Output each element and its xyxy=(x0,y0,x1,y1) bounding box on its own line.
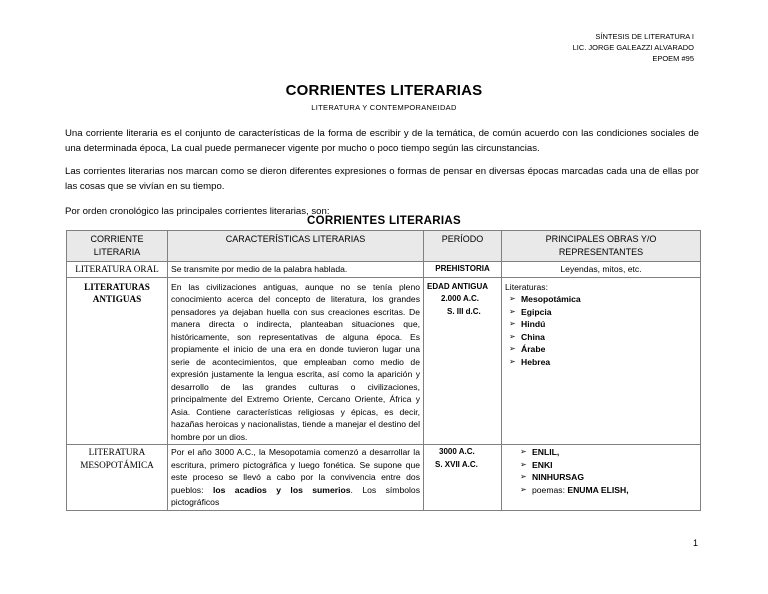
arrow-bullet-icon: ➢ xyxy=(509,344,516,353)
arrow-bullet-icon: ➢ xyxy=(509,294,516,303)
header-course: SÍNTESIS DE LITERATURA I xyxy=(595,32,694,41)
header-periodo: PERÍODO xyxy=(424,231,502,262)
list-item: ➢ China xyxy=(509,331,545,342)
header-teacher: LIC. JORGE GALEAZZI ALVARADO xyxy=(572,43,694,52)
periodo-line: 2.000 A.C. xyxy=(441,294,479,303)
table-row xyxy=(67,277,701,445)
intro-paragraph-1: Una corriente literaria es el conjunto de características de la forma de escribir y de la temática, de común acuerdo con las condiciones sociales de una determinada época, La cual puede permanecer vigente por mucho o poco tiempo según las circunstancias. xyxy=(65,128,699,154)
list-item: ➢ poemas: ENUMA ELISH, xyxy=(520,484,629,495)
header-caracteristicas: CARACTERÍSTICAS LITERARIAS xyxy=(168,231,424,262)
arrow-bullet-icon: ➢ xyxy=(520,447,527,456)
list-item: ➢ Hindú xyxy=(509,319,546,329)
row-antiguas-obras xyxy=(502,277,701,445)
arrow-bullet-icon: ➢ xyxy=(509,356,516,366)
row-oral-periodo: PREHISTORIA xyxy=(424,262,502,278)
table-header-row xyxy=(67,231,701,262)
table-row xyxy=(67,262,701,278)
list-item: ➢ Hebrea xyxy=(509,356,551,367)
intro-paragraph-3: Por orden cronológico las principales corrientes literarias, son: xyxy=(65,206,330,217)
row-antiguas-caracteristicas: En las civilizaciones antiguas, aunque no se tenía pleno conocimiento acerca del concepto de literatura, los grandes pensadores ya dejaban huella con sus creaciones escritas. De manera directa o indirecta, planteaban situaciones que, históricamente, son representativas de alguna época. Es propiamente el inicio de una era en donde tuvieron lugar una serie de acontecimientos, que empleaban como medio de expresión justamente la lengua escrita, así como la aparición y desarrollo de las grandes culturas o civilizaciones, principalmente del Extremo Oriente, Cercano Oriente, África y Asia. Contiene características religiosas y épicas, es decir, hazañas heroicas y nacionalistas, tiende a manejar el destino del hombre por un dios. xyxy=(168,277,424,445)
document-header xyxy=(573,31,694,64)
row-mesopotamica-corriente: LITERATURA MESOPOTÁMICA xyxy=(67,445,168,511)
obras-label: Literaturas: xyxy=(505,281,548,292)
row-mesopotamica-obras xyxy=(502,445,701,511)
table-row xyxy=(67,445,701,511)
obras-list xyxy=(516,446,697,496)
table-title: CORRIENTES LITERARIAS xyxy=(307,215,461,227)
list-item: ➢ Árabe xyxy=(509,344,546,354)
arrow-bullet-icon: ➢ xyxy=(520,484,527,494)
list-item: ➢ Mesopotámica xyxy=(509,294,581,304)
page-number: 1 xyxy=(692,538,698,548)
list-item: ➢ ENLIL, xyxy=(520,447,560,457)
row-oral-corriente: LITERATURA ORAL xyxy=(67,262,168,278)
peoples-highlight: los acadios y los sumerios xyxy=(212,484,351,495)
periodo-line: 3000 A.C. xyxy=(439,447,475,456)
page-title: CORRIENTES LITERARIAS xyxy=(285,82,483,99)
currents-table xyxy=(66,230,701,511)
row-oral-caracteristicas: Se transmite por medio de la palabra hablada. xyxy=(168,262,424,278)
row-mesopotamica-caracteristicas: Por el año 3000 A.C., la Mesopotamia comenzó a desarrollar la escritura, primero pictográfica y luego fonética. Se supone que este proceso se llevó a cabo por la convivencia entre dos pueblos: los acadios y los sumerios. Los símbolos pictográficos xyxy=(168,445,424,511)
arrow-bullet-icon: ➢ xyxy=(509,319,516,328)
arrow-bullet-icon: ➢ xyxy=(520,472,527,481)
list-item: ➢ ENKI xyxy=(520,459,553,470)
periodo-line: EDAD ANTIGUA xyxy=(427,281,489,291)
header-school: EPOEM #95 xyxy=(652,54,694,63)
arrow-bullet-icon: ➢ xyxy=(520,459,527,469)
periodo-line: S. XVII A.C. xyxy=(435,459,478,469)
arrow-bullet-icon: ➢ xyxy=(509,331,516,341)
header-corriente: CORRIENTE LITERARIA xyxy=(67,231,168,262)
header-obras: PRINCIPALES OBRAS Y/O REPRESENTANTES xyxy=(502,231,701,262)
arrow-bullet-icon: ➢ xyxy=(509,306,516,316)
row-antiguas-corriente: LITERATURAS ANTIGUAS xyxy=(67,277,168,445)
page-subtitle: LITERATURA Y CONTEMPORANEIDAD xyxy=(311,103,457,112)
row-mesopotamica-periodo xyxy=(424,445,502,511)
obras-list xyxy=(505,293,697,368)
periodo-line: S. III d.C. xyxy=(447,306,481,316)
row-oral-obras: Leyendas, mitos, etc. xyxy=(502,262,701,278)
intro-paragraph-2: Las corrientes literarias nos marcan como se dieron diferentes expresiones o formas de pensar en diversas épocas marcadas cada una de ellas por las cosas que se vivían en su tiempo. xyxy=(65,166,699,192)
list-item: ➢ Egipcia xyxy=(509,306,552,317)
list-item: ➢ NINHURSAG xyxy=(520,472,585,482)
row-antiguas-periodo xyxy=(424,277,502,445)
